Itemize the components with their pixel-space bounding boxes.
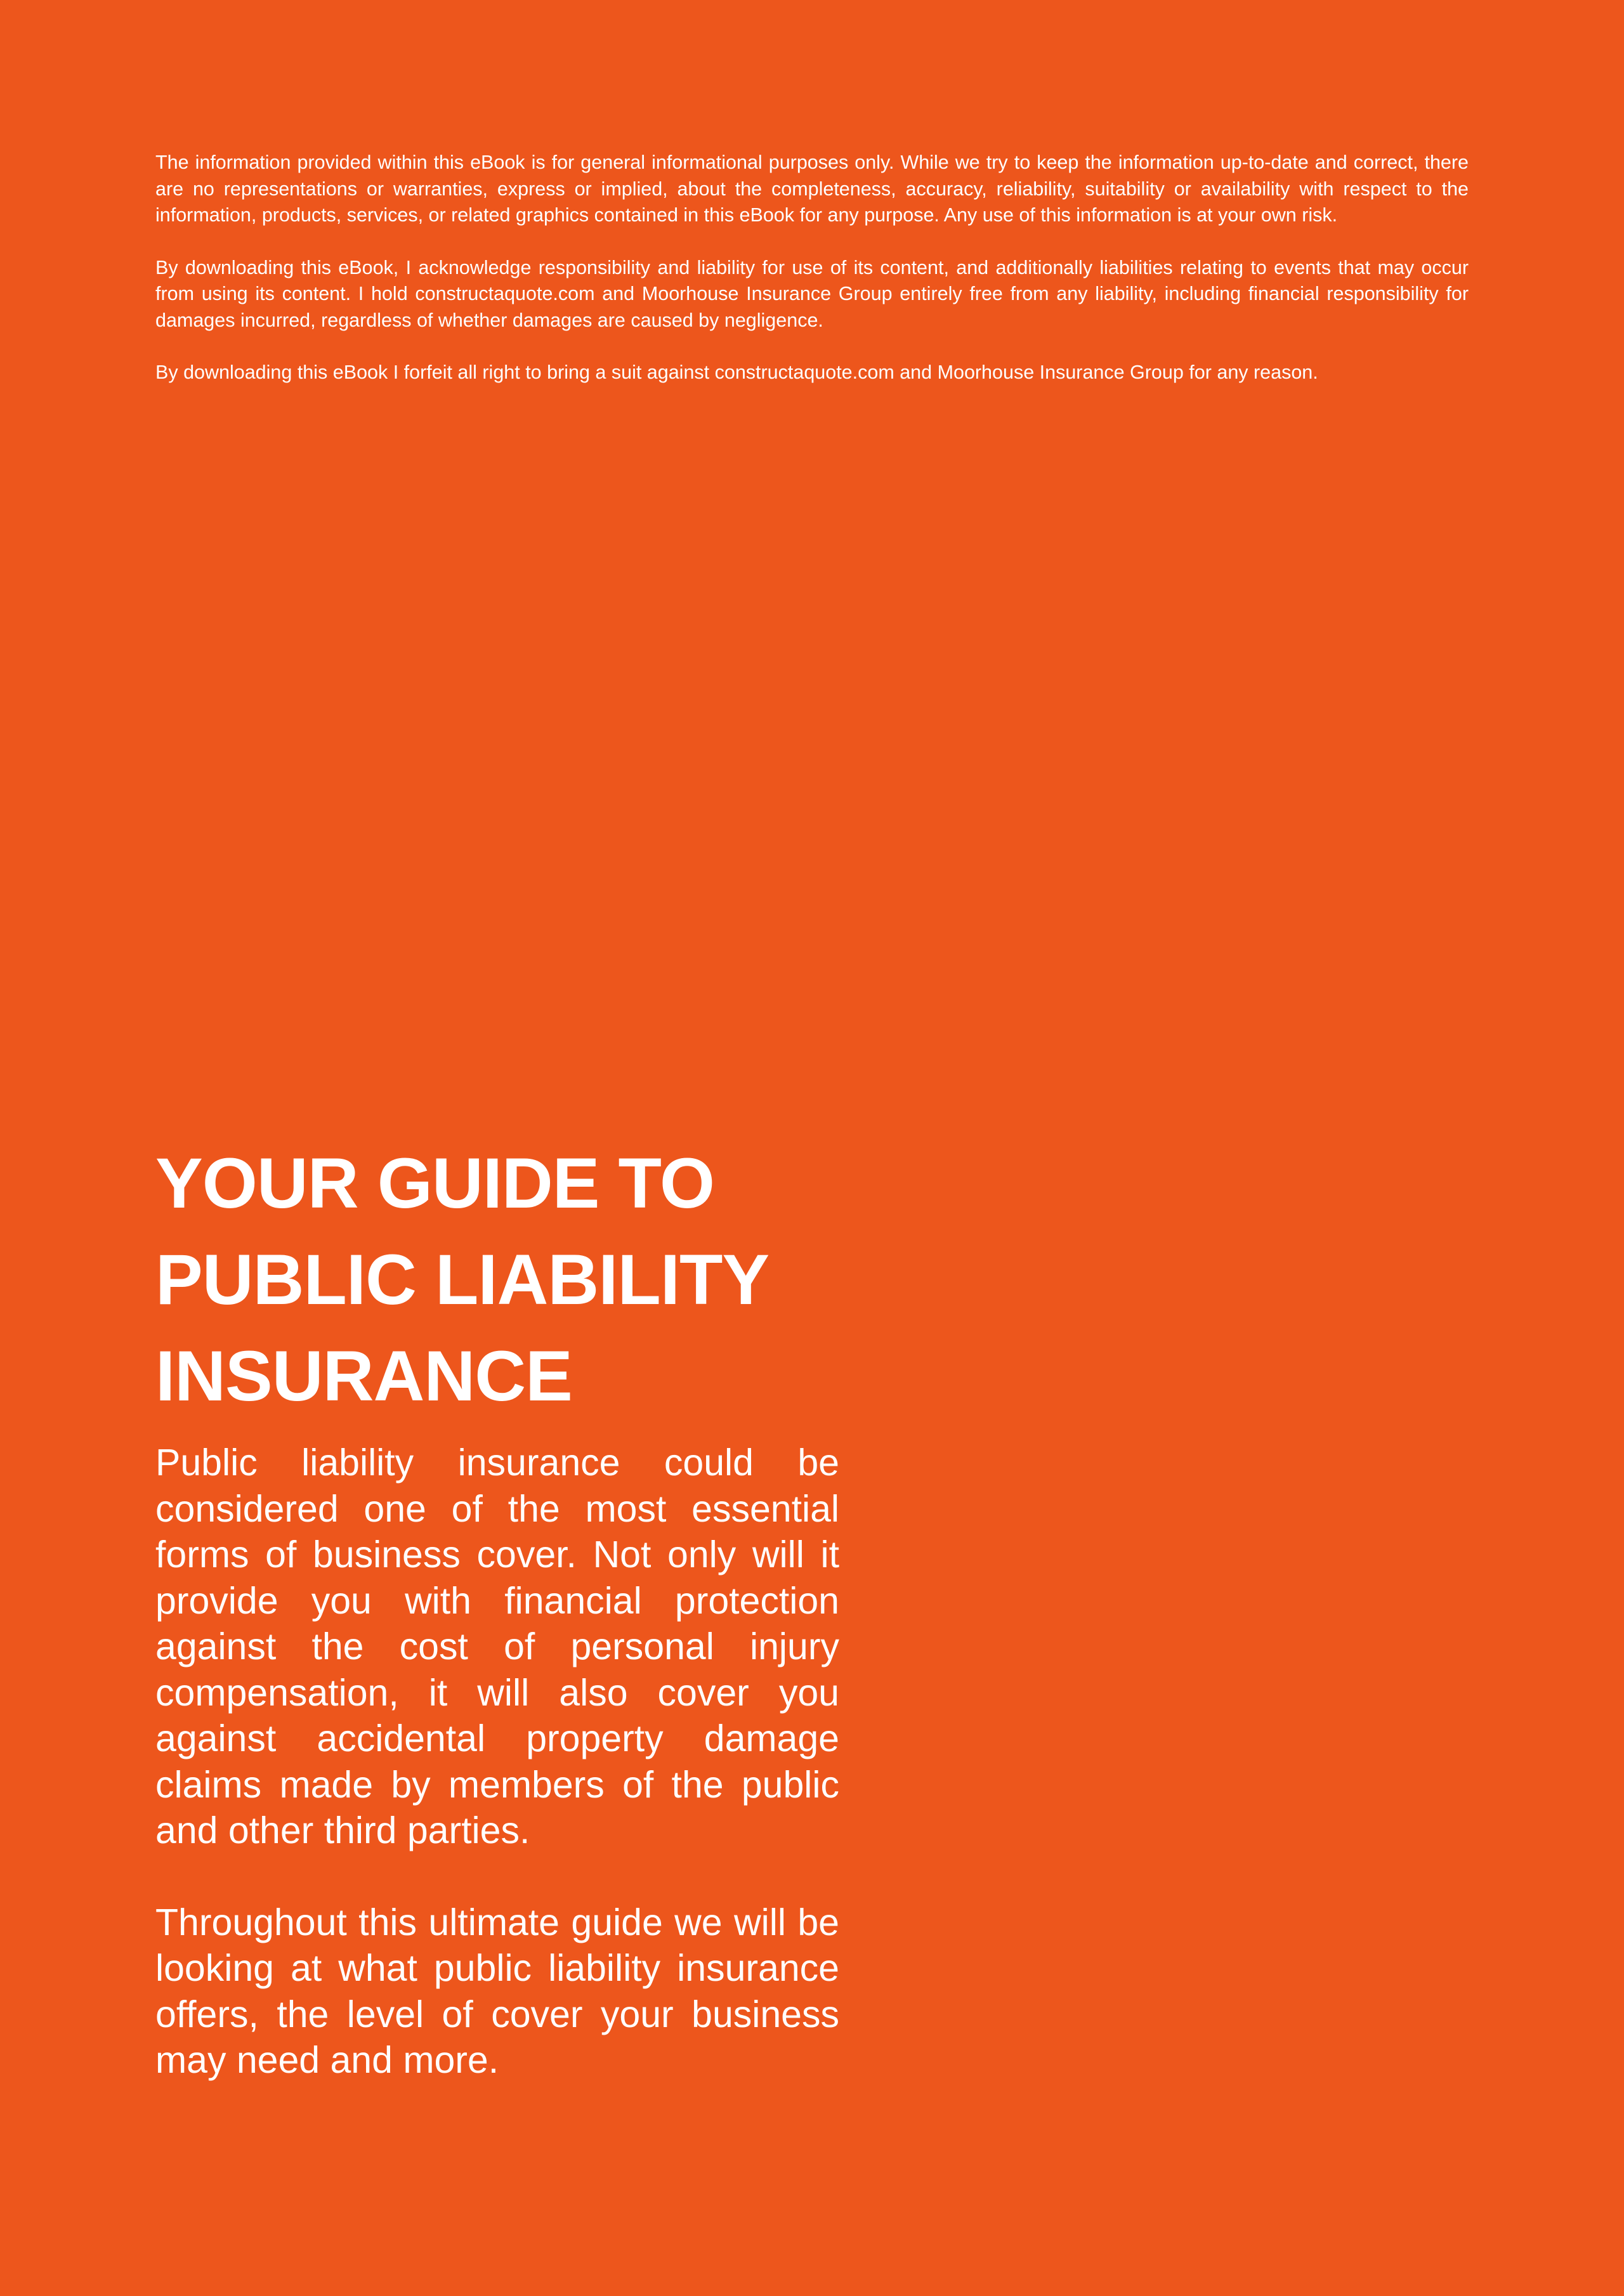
disclaimer-section <box>155 150 1469 412</box>
guide-intro-section <box>155 1135 839 2084</box>
guide-title-line: YOUR GUIDE TO <box>155 1144 715 1223</box>
guide-title <box>155 1135 839 1425</box>
guide-title-line: PUBLIC LIABILITY <box>155 1240 769 1319</box>
disclaimer-paragraph: By downloading this eBook, I acknowledge responsibility and liability for use of its content, and additionally liabilities relating to events that may occur from using its content. I hold constructaquote.com and Moorhouse Insurance Group entirely free from any liability, including financial responsibility for damages incurred, regardless of whether damages are caused by negligence. <box>155 256 1469 331</box>
guide-body <box>155 1440 839 2084</box>
guide-paragraph: Throughout this ultimate guide we will be looking at what public liability insurance offers, the level of cover your business may need and more. <box>155 1901 839 2081</box>
disclaimer-paragraph: By downloading this eBook I forfeit all right to bring a suit against constructaquote.com and Moorhouse Insurance Group for any reason. <box>155 362 1318 383</box>
disclaimer-paragraph: The information provided within this eBook is for general informational purposes only. While we try to keep the information up-to-date and correct, there are no representations or warranties, express or implied, about the completeness, accuracy, reliability, suitability or availability with respect to the information, products, services, or related graphics contained in this eBook for any purpose. Any use of this information is at your own risk. <box>155 152 1469 226</box>
guide-title-line: INSURANCE <box>155 1336 572 1416</box>
guide-paragraph: Public liability insurance could be considered one of the most essential forms of business cover. Not only will it provide you with financial protection against the cost of personal injury compensation, it will also cover you against accidental property damage claims made by members of the public and other third parties. <box>155 1442 839 1851</box>
